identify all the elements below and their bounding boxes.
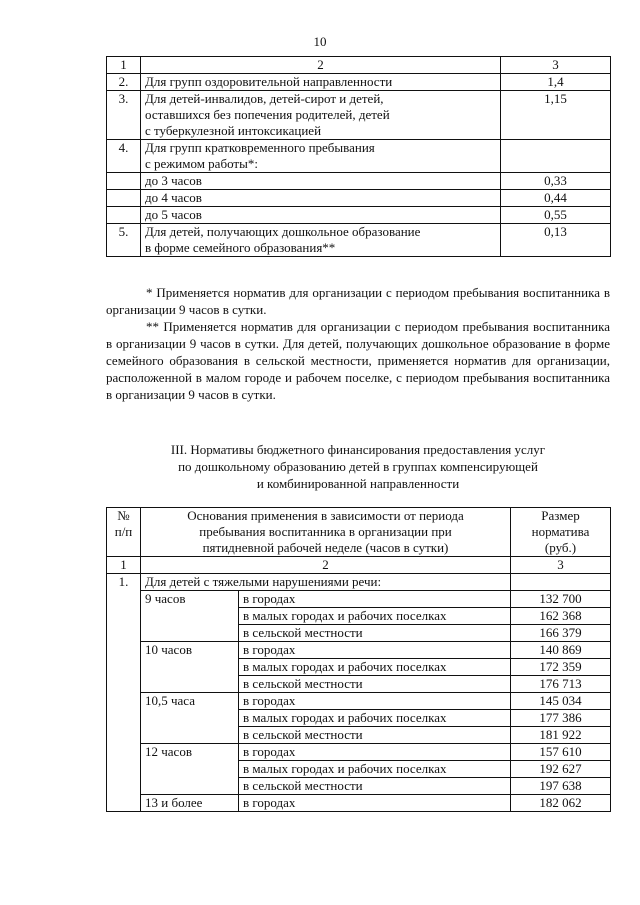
table-row (107, 642, 611, 659)
norm-value: 181 922 (511, 727, 611, 744)
norm-value: 166 379 (511, 625, 611, 642)
row-number: 3. (107, 91, 141, 140)
empty-cell (511, 574, 611, 591)
norm-value: 176 713 (511, 676, 611, 693)
row-label-line: до 4 часов (145, 190, 202, 205)
section-label: Для детей с тяжелыми нарушениями речи: (141, 574, 511, 591)
row-value: 1,15 (501, 91, 611, 140)
row-value: 0,13 (501, 224, 611, 257)
row-number: 2. (107, 74, 141, 91)
norm-value: 157 610 (511, 744, 611, 761)
place-cell: в сельской местности (239, 676, 511, 693)
index-cell: 2 (141, 557, 511, 574)
row-label-line: до 3 часов (145, 173, 202, 188)
row-label (141, 173, 501, 190)
row-value: 0,33 (501, 173, 611, 190)
row-number (107, 207, 141, 224)
place-cell: в сельской местности (239, 625, 511, 642)
table-row (107, 693, 611, 710)
row-label (141, 224, 501, 257)
section-heading-line: III. Нормативы бюджетного финансирования предоставления услуг (170, 442, 546, 457)
place-cell: в малых городах и рабочих поселках (239, 608, 511, 625)
section-heading (106, 441, 610, 492)
place-cell: в городах (239, 642, 511, 659)
header-basis: Основания применения в зависимости от периода пребывания воспитанника в организации при пятидневной рабочей неделе (часов в сутки) (141, 508, 511, 557)
row-label (141, 207, 501, 224)
row-label-line: Для детей-инвалидов, детей-сирот и детей, (145, 91, 384, 106)
row-label-line: оставшихся без попечения родителей, детей (145, 107, 390, 122)
row-label (141, 74, 501, 91)
table-row (107, 795, 611, 812)
norm-value: 197 638 (511, 778, 611, 795)
header-number: № п/п (107, 508, 141, 557)
norm-value: 162 368 (511, 608, 611, 625)
row-label-line: Для детей, получающих дошкольное образование (145, 224, 421, 239)
place-cell: в малых городах и рабочих поселках (239, 761, 511, 778)
norm-value: 145 034 (511, 693, 611, 710)
place-cell: в малых городах и рабочих поселках (239, 710, 511, 727)
row-number: 4. (107, 140, 141, 173)
table-header-row (107, 57, 611, 74)
table-row (107, 173, 611, 190)
row-value (501, 140, 611, 173)
table-row (107, 591, 611, 608)
footnotes (106, 284, 610, 403)
row-label-line: Для групп оздоровительной направленности (145, 74, 393, 89)
table-row (107, 91, 611, 140)
place-cell: в малых городах и рабочих поселках (239, 659, 511, 676)
table-row (107, 224, 611, 257)
period-cell: 13 и более (141, 795, 239, 812)
index-cell: 3 (501, 57, 611, 74)
norm-value: 177 386 (511, 710, 611, 727)
section-heading-line: и комбинированной направленности (256, 476, 460, 491)
table-row (107, 74, 611, 91)
table-row (107, 744, 611, 761)
period-cell: 10 часов (141, 642, 239, 693)
row-label-line: в форме семейного образования** (145, 240, 336, 255)
norm-value: 132 700 (511, 591, 611, 608)
row-label-line: Для групп кратковременного пребывания (145, 140, 375, 155)
norm-value: 192 627 (511, 761, 611, 778)
place-cell: в городах (239, 591, 511, 608)
section-heading-line: по дошкольному образованию детей в группах компенсирующей (178, 459, 538, 474)
index-cell: 1 (107, 57, 141, 74)
place-cell: в городах (239, 744, 511, 761)
row-label (141, 140, 501, 173)
table-row (107, 574, 611, 591)
place-cell: в городах (239, 693, 511, 710)
table-row (107, 190, 611, 207)
row-label-line: с режимом работы*: (145, 156, 258, 171)
period-cell: 12 часов (141, 744, 239, 795)
header-norm-size: Размер норматива (руб.) (511, 508, 611, 557)
row-value: 1,4 (501, 74, 611, 91)
page-number: 10 (313, 34, 327, 49)
period-cell: 10,5 часа (141, 693, 239, 744)
footnote-2: ** Применяется норматив для организации с периодом пребывания воспитанника в организации 9 часов в сутки. Для детей, получающих дошкольное образование в форме семейного образования в сельской местности, применяется норматив для организации, расположенной в малом городе и рабочем поселке, с периодом пребывания воспитанника в организации 9 часов в сутки. (106, 319, 610, 402)
section-number: 1. (107, 574, 141, 812)
period-cell: 9 часов (141, 591, 239, 642)
table-row (107, 140, 611, 173)
row-label-line: с туберкулезной интоксикацией (145, 123, 322, 138)
norm-value: 182 062 (511, 795, 611, 812)
row-label-line: до 5 часов (145, 207, 202, 222)
footnote-1: * Применяется норматив для организации с периодом пребывания воспитанника в организации 9 часов в сутки. (106, 285, 610, 317)
table-row (107, 207, 611, 224)
place-cell: в городах (239, 795, 511, 812)
row-number: 5. (107, 224, 141, 257)
place-cell: в сельской местности (239, 727, 511, 744)
norm-value: 172 359 (511, 659, 611, 676)
row-value: 0,55 (501, 207, 611, 224)
norm-value: 140 869 (511, 642, 611, 659)
row-label (141, 190, 501, 207)
financing-norms-table (106, 507, 611, 812)
index-cell: 3 (511, 557, 611, 574)
place-cell: в сельской местности (239, 778, 511, 795)
row-number (107, 173, 141, 190)
row-label (141, 91, 501, 140)
index-cell: 1 (107, 557, 141, 574)
row-number (107, 190, 141, 207)
coefficients-table (106, 56, 611, 257)
row-value: 0,44 (501, 190, 611, 207)
index-cell: 2 (141, 57, 501, 74)
